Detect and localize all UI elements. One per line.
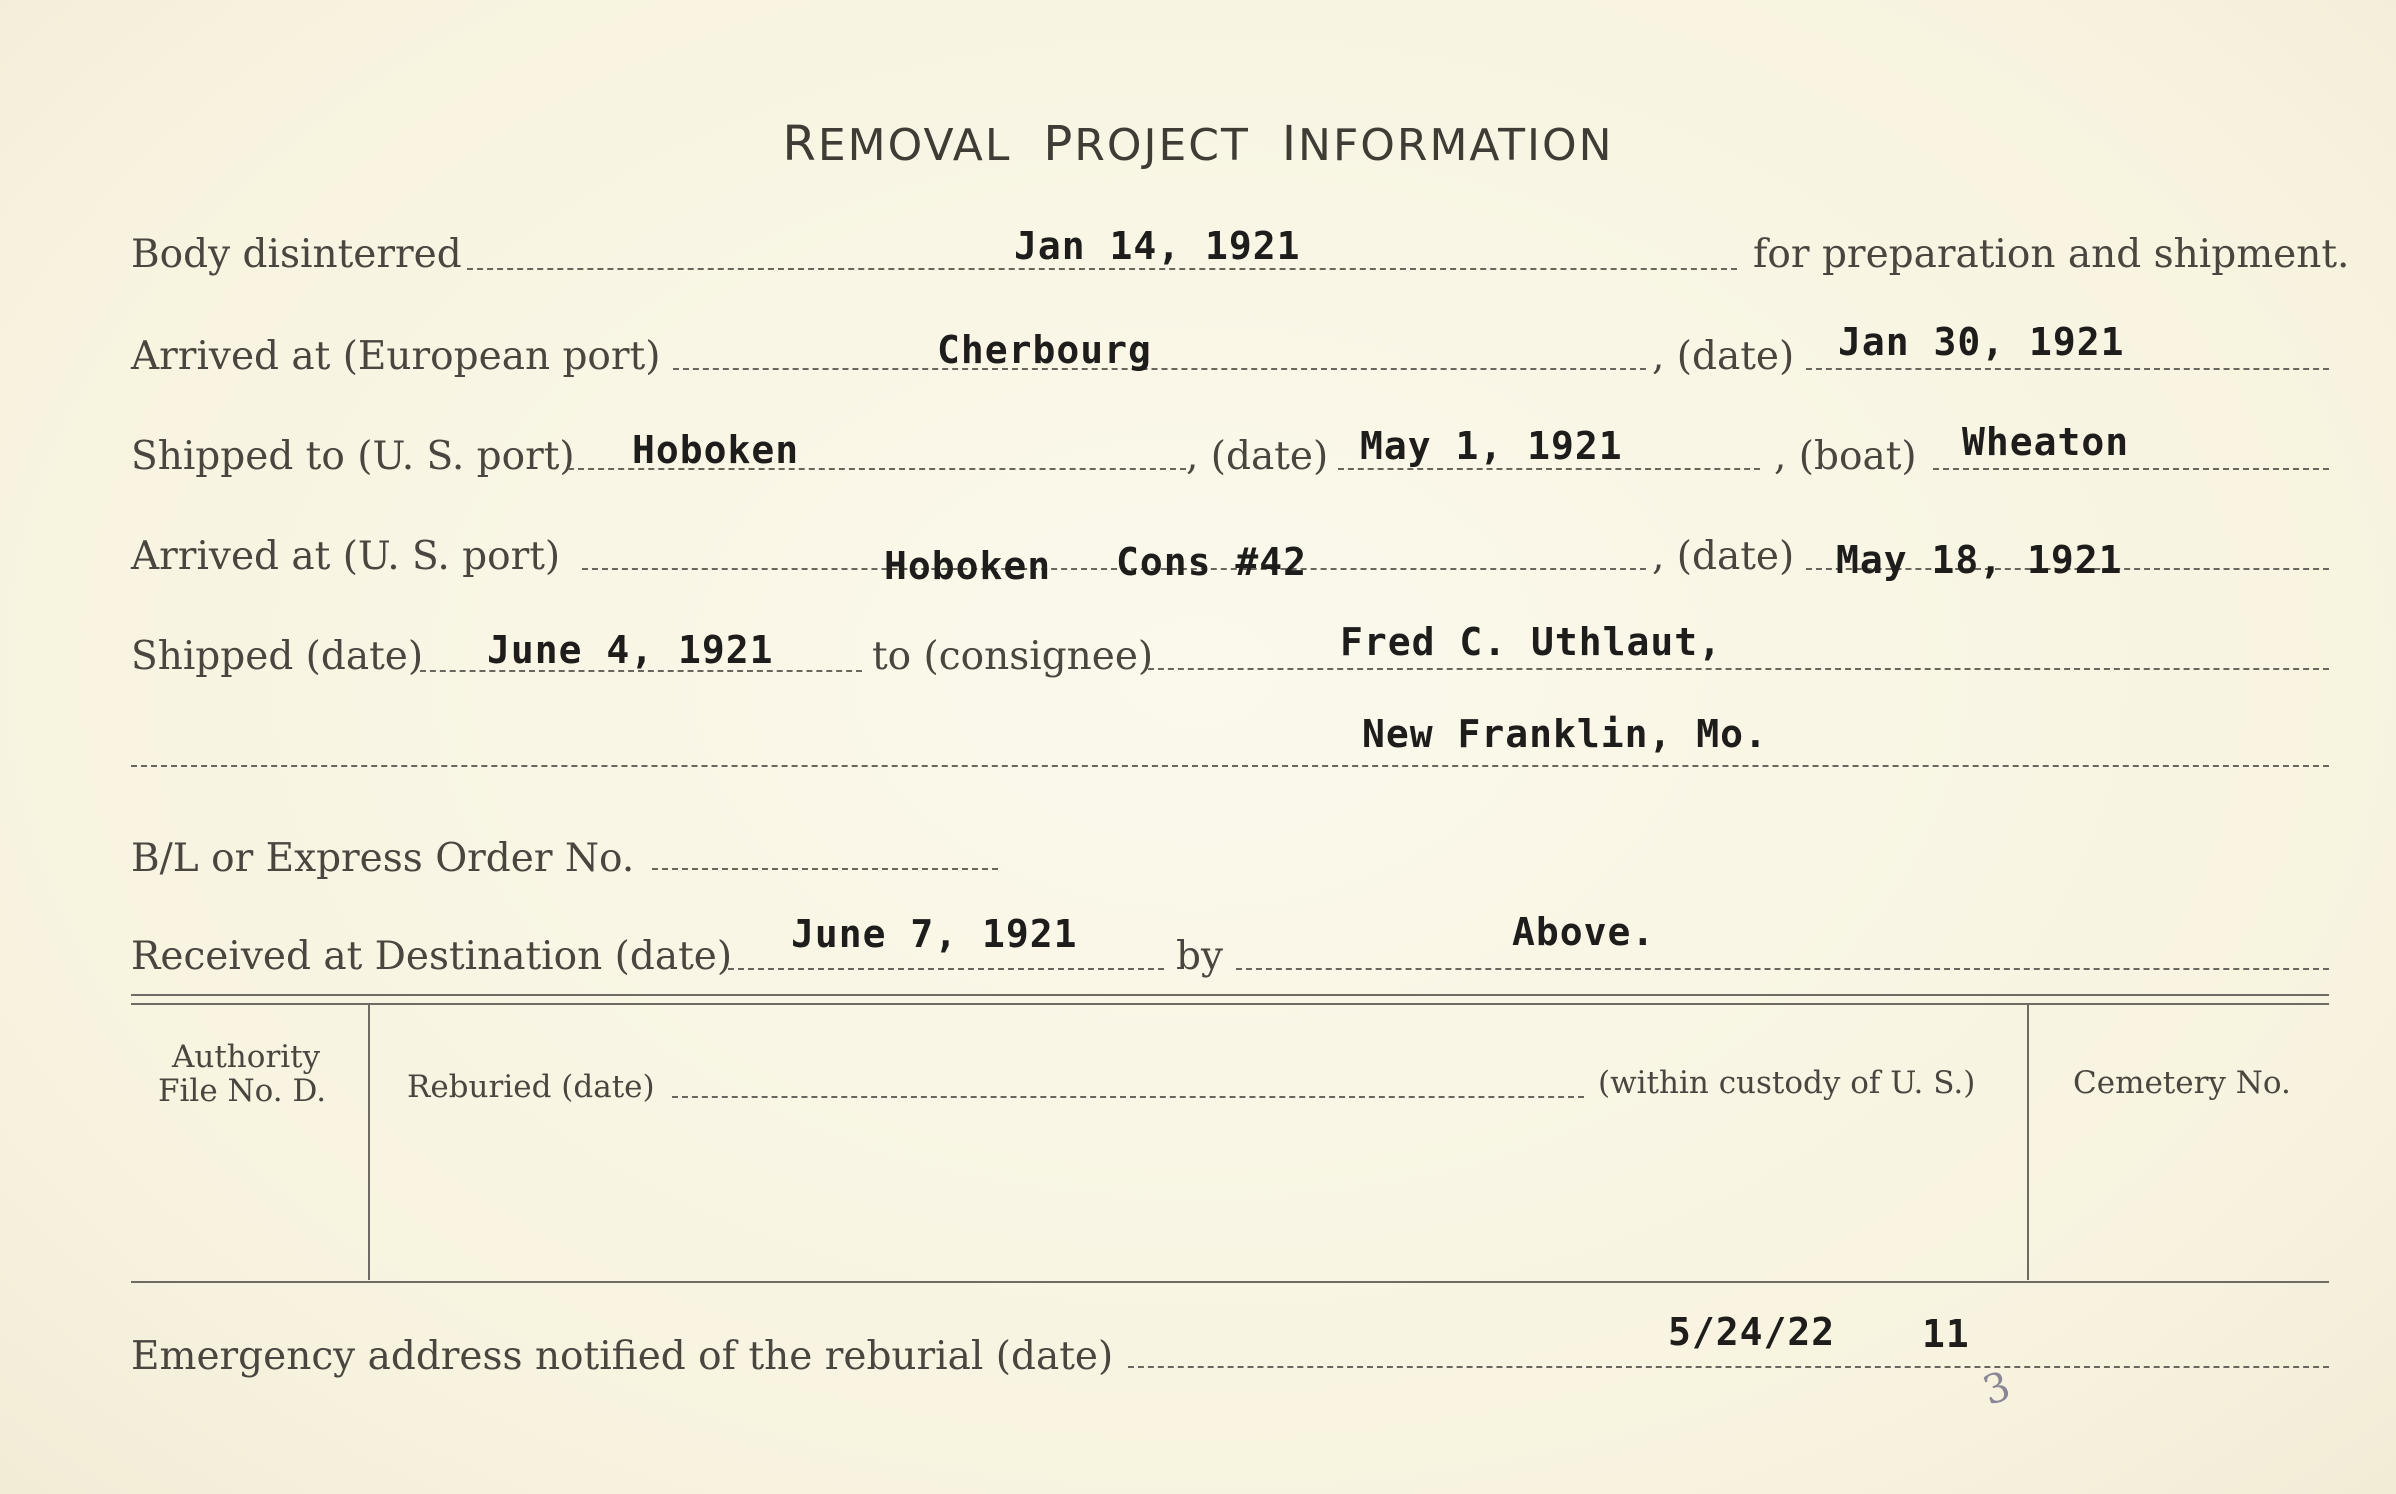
us-port-arrived-value: Hoboken: [884, 544, 1052, 588]
boat-value: Wheaton: [1962, 420, 2130, 464]
consignee-name-value: Fred C. Uthlaut,: [1340, 620, 1723, 664]
reburied-label: Reburied (date): [407, 1069, 655, 1105]
us-arrival-date-value: May 18, 1921: [1836, 538, 2123, 582]
emergency-date-value: 5/24/22: [1668, 1310, 1836, 1354]
pencil-mark: 3: [1977, 1363, 2016, 1415]
left-divider: [368, 1004, 370, 1280]
consignee-line: [1148, 668, 2329, 670]
boat-line: [1933, 468, 2329, 470]
arrived-european-label: Arrived at (European port): [131, 334, 661, 379]
emergency-note-value: 11: [1922, 1312, 1970, 1356]
emergency-address-label: Emergency address notified of the reburial (date): [131, 1334, 1114, 1379]
shipped-consignee-date-value: June 4, 1921: [487, 628, 774, 672]
received-destination-label: Received at Destination (date): [131, 934, 733, 979]
received-date-value: June 7, 1921: [791, 912, 1078, 956]
within-custody-label: (within custody of U. S.): [1598, 1065, 1976, 1101]
us-arrival-date-label: , (date): [1652, 534, 1795, 579]
body-disinterred-line: [467, 268, 1737, 270]
cons-number-value: Cons #42: [1116, 540, 1308, 584]
received-by-line: [1236, 968, 2329, 970]
european-date-line: [1806, 368, 2329, 370]
us-port-arrived-line: [582, 568, 1646, 570]
file-no-label: File No. D.: [158, 1073, 327, 1109]
european-date-value: Jan 30, 1921: [1838, 320, 2125, 364]
bl-express-line: [652, 868, 998, 870]
cemetery-no-label: Cemetery No.: [2073, 1065, 2291, 1101]
bl-express-label: B/L or Express Order No.: [131, 836, 635, 881]
for-preparation-label: for preparation and shipment.: [1753, 232, 2350, 277]
card-title: REMOVAL PROJECT INFORMATION: [782, 116, 1614, 172]
consignee-address-line: [131, 765, 2329, 767]
by-label: by: [1176, 934, 1223, 979]
shipped-date-value: May 1, 1921: [1360, 424, 1623, 468]
top-rule-2: [131, 1003, 2329, 1005]
bottom-rule: [131, 1281, 2329, 1283]
top-rule-1: [131, 994, 2329, 996]
body-disinterred-label: Body disinterred: [131, 232, 462, 277]
us-port-shipped-value: Hoboken: [632, 428, 800, 472]
boat-label: , (boat): [1774, 434, 1917, 479]
shipped-to-us-label: Shipped to (U. S. port): [131, 434, 575, 479]
right-divider: [2027, 1004, 2029, 1280]
arrived-us-label: Arrived at (U. S. port): [131, 534, 561, 579]
european-port-value: Cherbourg: [937, 328, 1152, 372]
to-consignee-label: to (consignee): [872, 634, 1154, 679]
reburied-line: [672, 1096, 1584, 1098]
authority-label: Authority: [172, 1039, 321, 1075]
consignee-address-value: New Franklin, Mo.: [1362, 712, 1768, 756]
shipped-date-line: [1338, 468, 1760, 470]
received-by-value: Above.: [1512, 910, 1656, 954]
emergency-date-line: [1128, 1366, 2329, 1368]
european-date-label: , (date): [1652, 334, 1795, 379]
shipped-consignee-date-label: Shipped (date): [131, 634, 424, 679]
shipped-date-label: , (date): [1186, 434, 1329, 479]
body-disinterred-value: Jan 14, 1921: [1014, 224, 1301, 268]
received-date-line: [728, 968, 1164, 970]
european-port-line: [673, 368, 1646, 370]
